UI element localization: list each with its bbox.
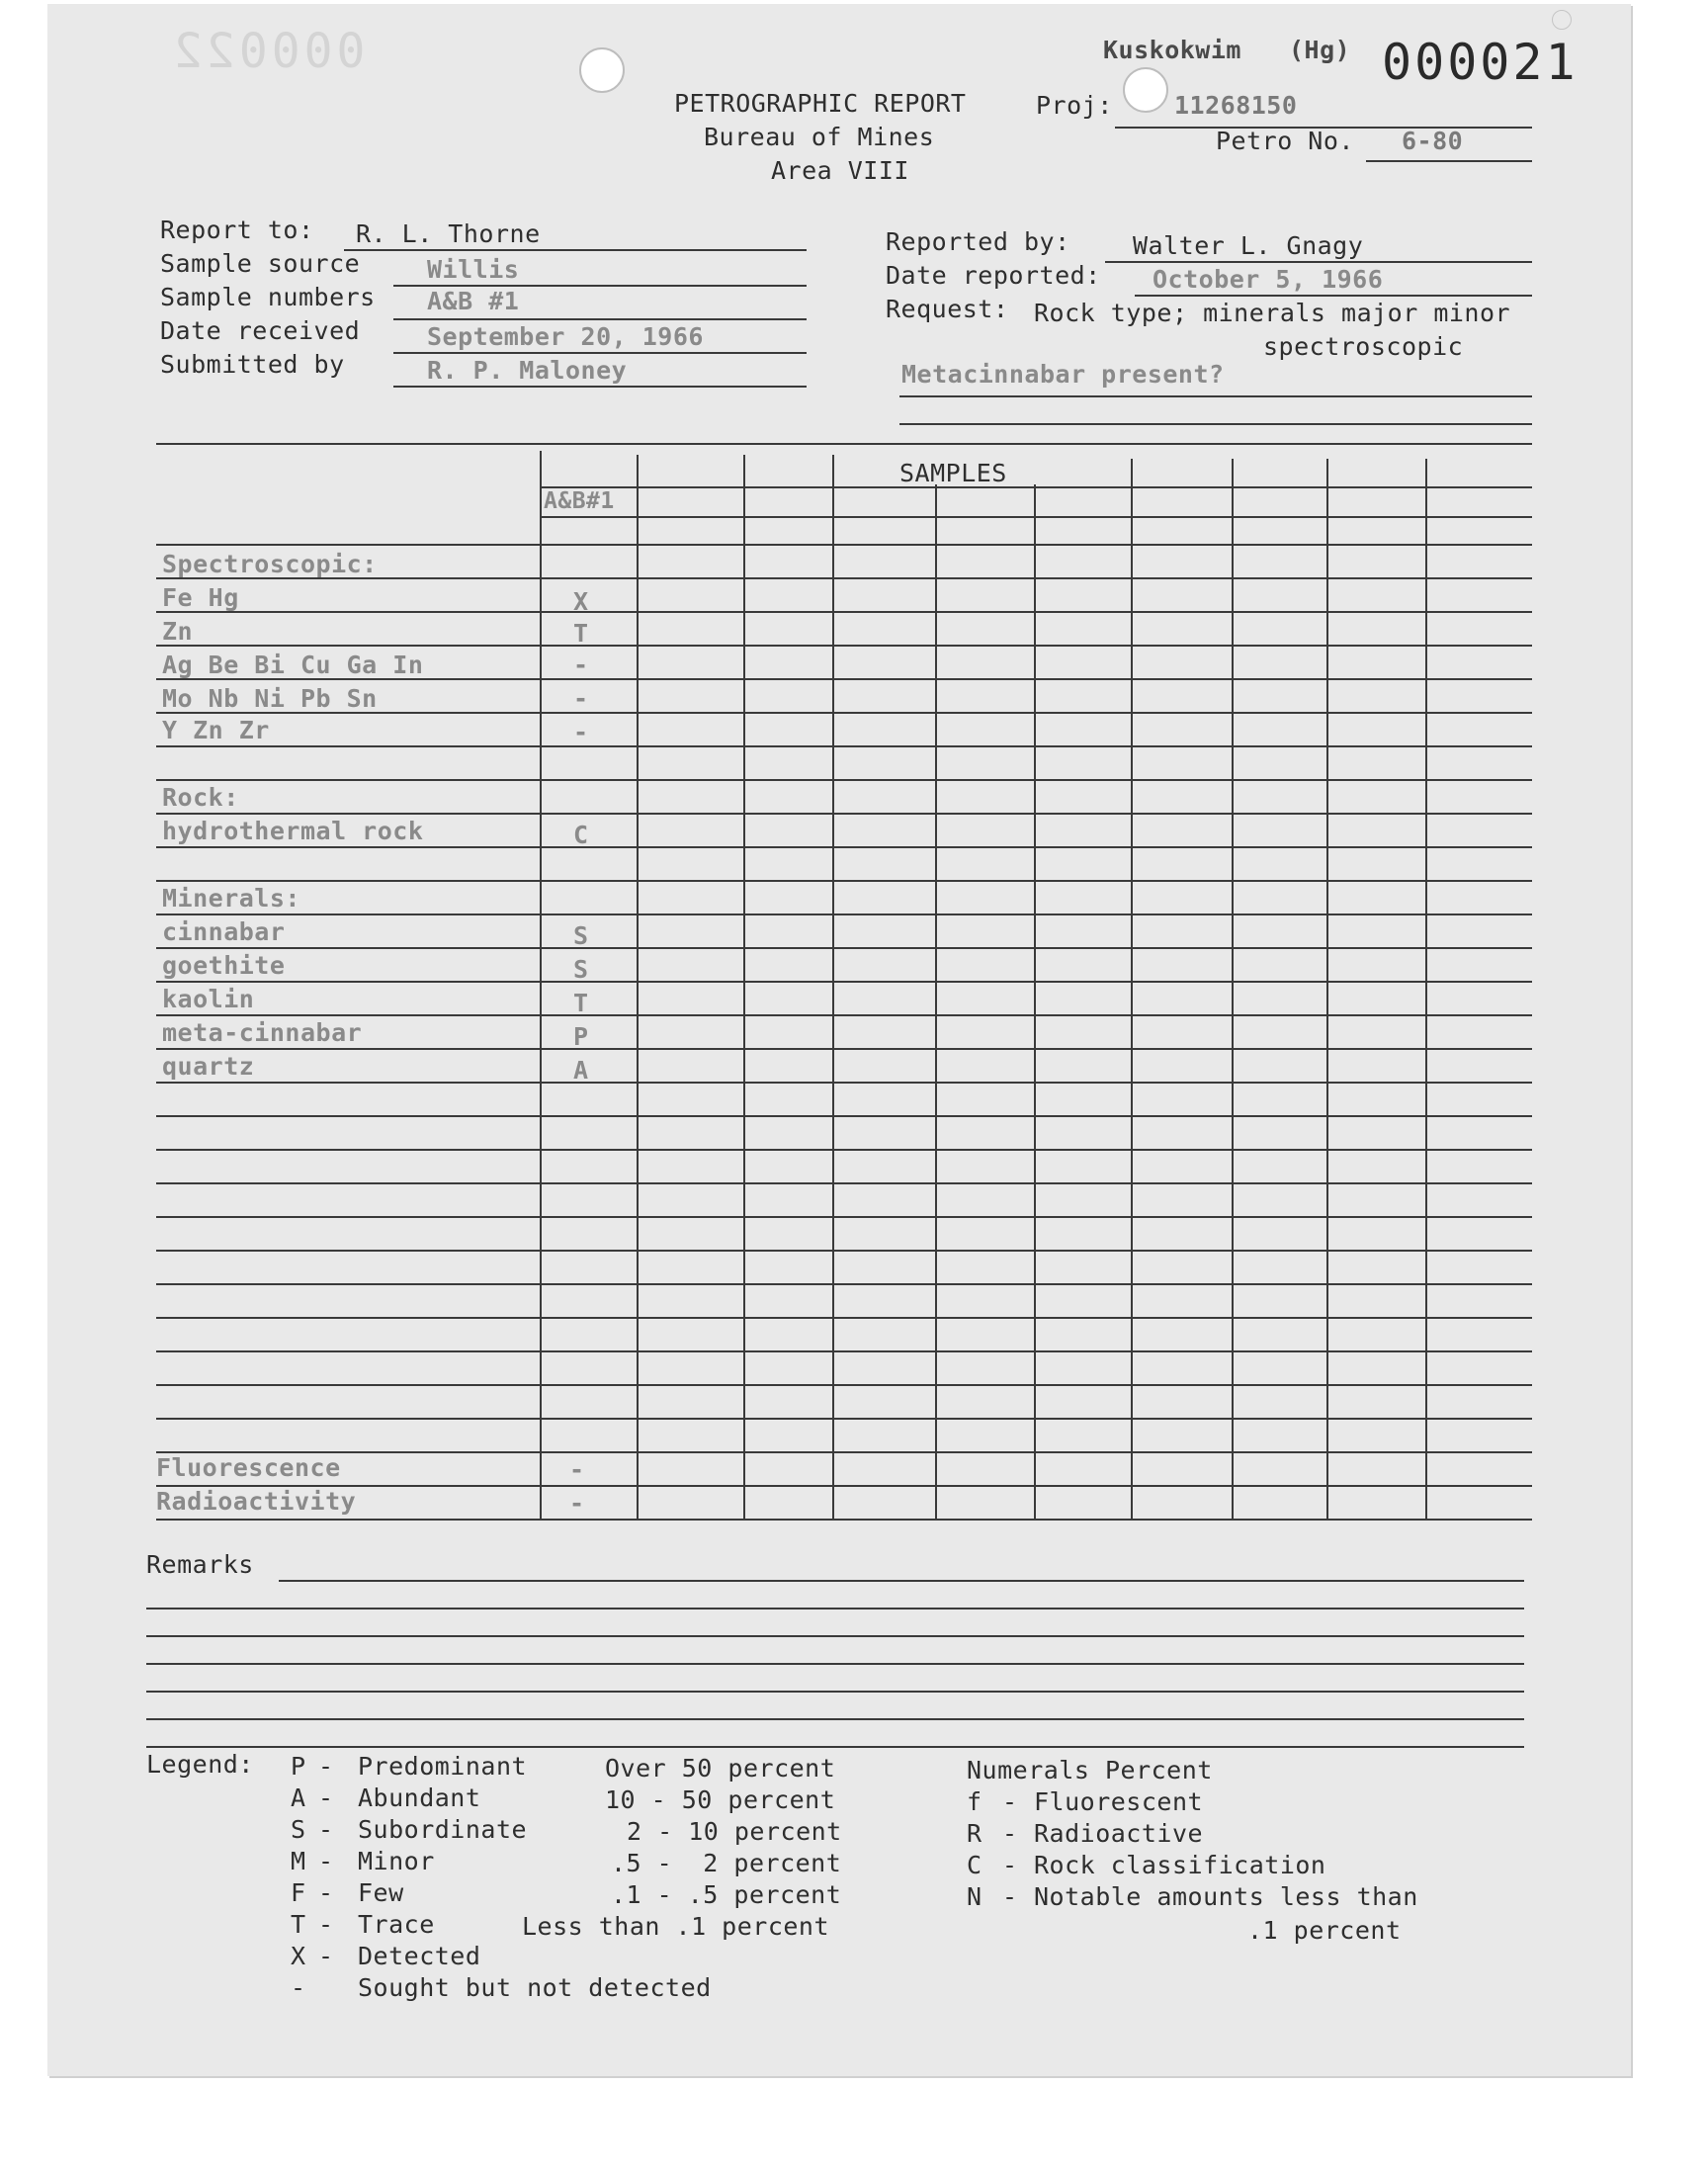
date-received-value: September 20, 1966 xyxy=(427,322,704,351)
legend-name: Notable amounts less than xyxy=(1034,1882,1418,1911)
legend-name: Predominant xyxy=(358,1752,528,1781)
minerals-heading: Minerals: xyxy=(162,884,300,913)
spectro-row-label: Fe Hg xyxy=(162,583,239,612)
legend-name: Sought but not detected xyxy=(358,1973,712,2002)
legend-dash: - xyxy=(318,1910,334,1939)
date-received-label: Date received xyxy=(160,316,361,345)
mineral-row-label: meta-cinnabar xyxy=(162,1018,363,1047)
spectro-row-value: - xyxy=(573,651,589,679)
proj-value: 11268150 xyxy=(1174,91,1298,120)
report-to-value: R. L. Thorne xyxy=(356,219,541,248)
sample-numbers-label: Sample numbers xyxy=(160,283,376,311)
spectro-row-value: - xyxy=(573,684,589,713)
serial-number: 000021 xyxy=(1382,34,1579,91)
reported-by-value: Walter L. Gnagy xyxy=(1133,231,1364,260)
sample-numbers-value: A&B #1 xyxy=(427,287,520,315)
report-to-label: Report to: xyxy=(160,216,314,244)
mineral-row-value: S xyxy=(573,955,589,984)
legend-code: T xyxy=(291,1910,306,1939)
legend-code: X xyxy=(291,1942,306,1970)
rock-heading: Rock: xyxy=(162,783,239,812)
legend-dash: - xyxy=(318,1847,334,1875)
remarks-label: Remarks xyxy=(146,1550,254,1579)
petro-label: Petro No. xyxy=(1216,127,1354,155)
rock-row-value: C xyxy=(573,821,589,849)
spectro-row-label: Ag Be Bi Cu Ga In xyxy=(162,651,424,679)
request-line-1: Rock type; minerals major minor xyxy=(1034,299,1511,327)
spectro-row-value: T xyxy=(573,619,589,648)
legend-code: - xyxy=(291,1973,306,2002)
legend-code: P xyxy=(291,1752,306,1781)
area-name: Area VIII xyxy=(771,156,909,185)
legend-range: 2 - 10 percent xyxy=(627,1817,842,1846)
legend-name: Radioactive xyxy=(1034,1819,1204,1848)
mineral-row-value: S xyxy=(573,921,589,950)
legend-dash: - xyxy=(318,1752,334,1781)
samples-header: SAMPLES xyxy=(899,459,1007,487)
agency-name: Bureau of Mines xyxy=(704,123,935,151)
request-line-2: spectroscopic xyxy=(1263,332,1464,361)
legend-range: Over 50 percent xyxy=(605,1754,836,1783)
legend-name: Rock classification xyxy=(1034,1851,1326,1879)
legend-range: .1 - .5 percent xyxy=(611,1880,842,1909)
date-reported-label: Date reported: xyxy=(886,261,1101,290)
spectro-row-value: X xyxy=(573,587,589,616)
fluorescence-value: - xyxy=(569,1455,585,1484)
spectro-row-label: Y Zn Zr xyxy=(162,716,270,744)
report-sheet xyxy=(47,4,1631,2076)
mineral-row-value: A xyxy=(573,1056,589,1085)
legend-dash: - xyxy=(1002,1882,1018,1911)
legend-right-tail: .1 percent xyxy=(1247,1916,1402,1945)
ghost-number: 000022 xyxy=(170,24,366,79)
submitted-by-label: Submitted by xyxy=(160,350,345,379)
legend-range: Less than .1 percent xyxy=(522,1912,830,1941)
commodity-text: (Hg) xyxy=(1289,36,1351,64)
request-label: Request: xyxy=(886,295,1009,323)
sample-source-label: Sample source xyxy=(160,249,361,278)
legend-label: Legend: xyxy=(146,1750,254,1779)
legend-range: .5 - 2 percent xyxy=(611,1849,842,1877)
legend-code: S xyxy=(291,1815,306,1844)
spectro-row-label: Zn xyxy=(162,617,194,646)
legend-name: Subordinate xyxy=(358,1815,528,1844)
legend-dash: - xyxy=(1002,1819,1018,1848)
legend-dash: - xyxy=(318,1784,334,1812)
sample-source-value: Willis xyxy=(427,255,520,284)
spectro-row-value: - xyxy=(573,718,589,746)
legend-code: R xyxy=(967,1819,982,1848)
legend-code: N xyxy=(967,1882,982,1911)
radioactivity-value: - xyxy=(569,1489,585,1518)
mineral-row-label: quartz xyxy=(162,1052,255,1081)
mineral-row-label: kaolin xyxy=(162,985,255,1013)
punch-hole-right xyxy=(1123,67,1168,113)
radioactivity-label: Radioactivity xyxy=(156,1487,357,1516)
location-text: Kuskokwim xyxy=(1103,36,1241,64)
date-reported-value: October 5, 1966 xyxy=(1153,265,1384,294)
sample-column-header: A&B#1 xyxy=(544,488,615,514)
legend-name: Minor xyxy=(358,1847,435,1875)
legend-dash: - xyxy=(318,1942,334,1970)
reported-by-label: Reported by: xyxy=(886,227,1070,256)
legend-code: A xyxy=(291,1784,306,1812)
legend-name: Few xyxy=(358,1878,404,1907)
report-title: PETROGRAPHIC REPORT xyxy=(674,89,967,118)
spectroscopic-heading: Spectroscopic: xyxy=(162,550,378,578)
legend-code: f xyxy=(967,1787,982,1816)
corner-mark xyxy=(1552,10,1572,30)
legend-name: Trace xyxy=(358,1910,435,1939)
legend-name: Fluorescent xyxy=(1034,1787,1204,1816)
legend-code: C xyxy=(967,1851,982,1879)
submitted-by-value: R. P. Maloney xyxy=(427,356,628,385)
legend-name: Detected xyxy=(358,1942,481,1970)
proj-label: Proj: xyxy=(1036,91,1113,120)
legend-dash: - xyxy=(1002,1851,1018,1879)
legend-name: Abundant xyxy=(358,1784,481,1812)
mineral-row-label: goethite xyxy=(162,951,286,980)
fluorescence-label: Fluorescence xyxy=(156,1453,341,1482)
spectro-row-label: Mo Nb Ni Pb Sn xyxy=(162,684,378,713)
legend-right-title: Numerals Percent xyxy=(967,1756,1213,1784)
punch-hole-left xyxy=(579,47,625,93)
question-text: Metacinnabar present? xyxy=(901,360,1225,389)
rock-row-label: hydrothermal rock xyxy=(162,817,424,845)
mineral-row-value: T xyxy=(573,989,589,1017)
mineral-row-value: P xyxy=(573,1022,589,1051)
legend-dash: - xyxy=(318,1878,334,1907)
mineral-row-label: cinnabar xyxy=(162,917,286,946)
legend-code: F xyxy=(291,1878,306,1907)
petro-value: 6-80 xyxy=(1402,127,1464,155)
legend-dash: - xyxy=(318,1815,334,1844)
legend-code: M xyxy=(291,1847,306,1875)
legend-range: 10 - 50 percent xyxy=(605,1785,836,1814)
legend-dash: - xyxy=(1002,1787,1018,1816)
